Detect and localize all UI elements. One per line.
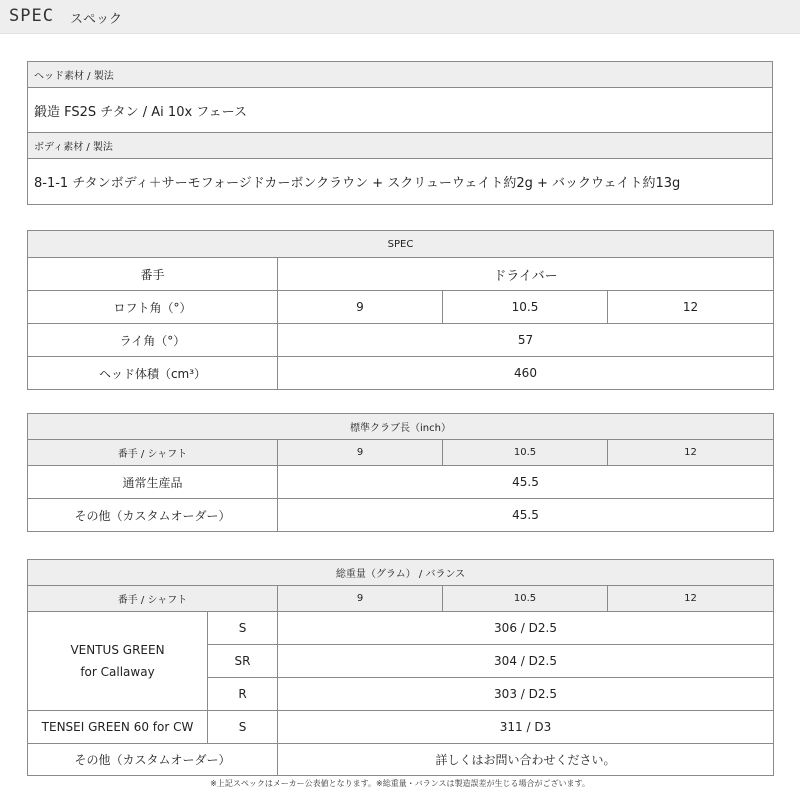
page-header [0, 0, 800, 34]
weight-value: 304 / D2.5 [278, 645, 774, 678]
head-material-value: 鍛造 FS2S チタン / Ai 10x フェース [28, 88, 773, 133]
weight-column: 10.5 [443, 586, 608, 612]
club-length-row-label: 通常生産品 [28, 466, 278, 499]
weight-value: 303 / D2.5 [278, 678, 774, 711]
spec-cell: 57 [278, 324, 774, 357]
club-length-title: 標準クラブ長（inch） [28, 414, 774, 440]
spec-cell: 10.5 [443, 291, 608, 324]
spec-row-label: 番手 [28, 258, 278, 291]
footnote: ※上記スペックはメーカー公表値となります。※総重量・バランスは製造誤差が生じる場合がございます。 [210, 779, 590, 788]
club-length-column: 9 [278, 440, 443, 466]
head-material-label: ヘッド素材 / 製法 [28, 62, 773, 88]
weight-value: 311 / D3 [278, 711, 774, 744]
shaft-name-line1: VENTUS GREEN [70, 643, 165, 657]
spec-title: SPEC [28, 231, 774, 258]
spec-row-label: ヘッド体積（cm³） [28, 357, 278, 390]
weight-column: 9 [278, 586, 443, 612]
club-length-header-label: 番手 / シャフト [28, 440, 278, 466]
custom-order-label: その他（カスタムオーダー） [28, 744, 278, 776]
header-title-jp: スペック [70, 12, 123, 27]
flex-label: R [208, 678, 278, 711]
weight-table [27, 559, 773, 776]
weight-column: 12 [608, 586, 774, 612]
weight-value: 306 / D2.5 [278, 612, 774, 645]
flex-label: SR [208, 645, 278, 678]
custom-order-value: 詳しくはお問い合わせください。 [278, 744, 774, 776]
flex-label: S [208, 711, 278, 744]
body-material-value: 8-1-1 チタンボディ＋サーモフォージドカーボンクラウン + スクリューウェイト約2g + バックウェイト約13g [28, 159, 773, 205]
body-material-label: ボディ素材 / 製法 [28, 133, 773, 159]
shaft-name-ventus [28, 612, 208, 711]
weight-title: 総重量（グラム） / バランス [28, 560, 774, 586]
spec-row-label: ライ角（°） [28, 324, 278, 357]
club-length-value: 45.5 [278, 499, 774, 532]
spec-cell: ドライバー [278, 258, 774, 291]
club-length-table [27, 413, 773, 532]
flex-label: S [208, 612, 278, 645]
weight-header-label: 番手 / シャフト [28, 586, 278, 612]
spec-cell: 9 [278, 291, 443, 324]
shaft-name-tensei: TENSEI GREEN 60 for CW [28, 711, 208, 744]
spec-table [27, 230, 773, 390]
club-length-row-label: その他（カスタムオーダー） [28, 499, 278, 532]
shaft-name-line2: for Callaway [80, 665, 155, 679]
materials-table [27, 61, 773, 205]
club-length-column: 12 [608, 440, 774, 466]
club-length-column: 10.5 [443, 440, 608, 466]
club-length-value: 45.5 [278, 466, 774, 499]
spec-cell: 460 [278, 357, 774, 390]
spec-cell: 12 [608, 291, 774, 324]
header-title-en: SPEC [9, 6, 54, 26]
spec-row-label: ロフト角（°） [28, 291, 278, 324]
